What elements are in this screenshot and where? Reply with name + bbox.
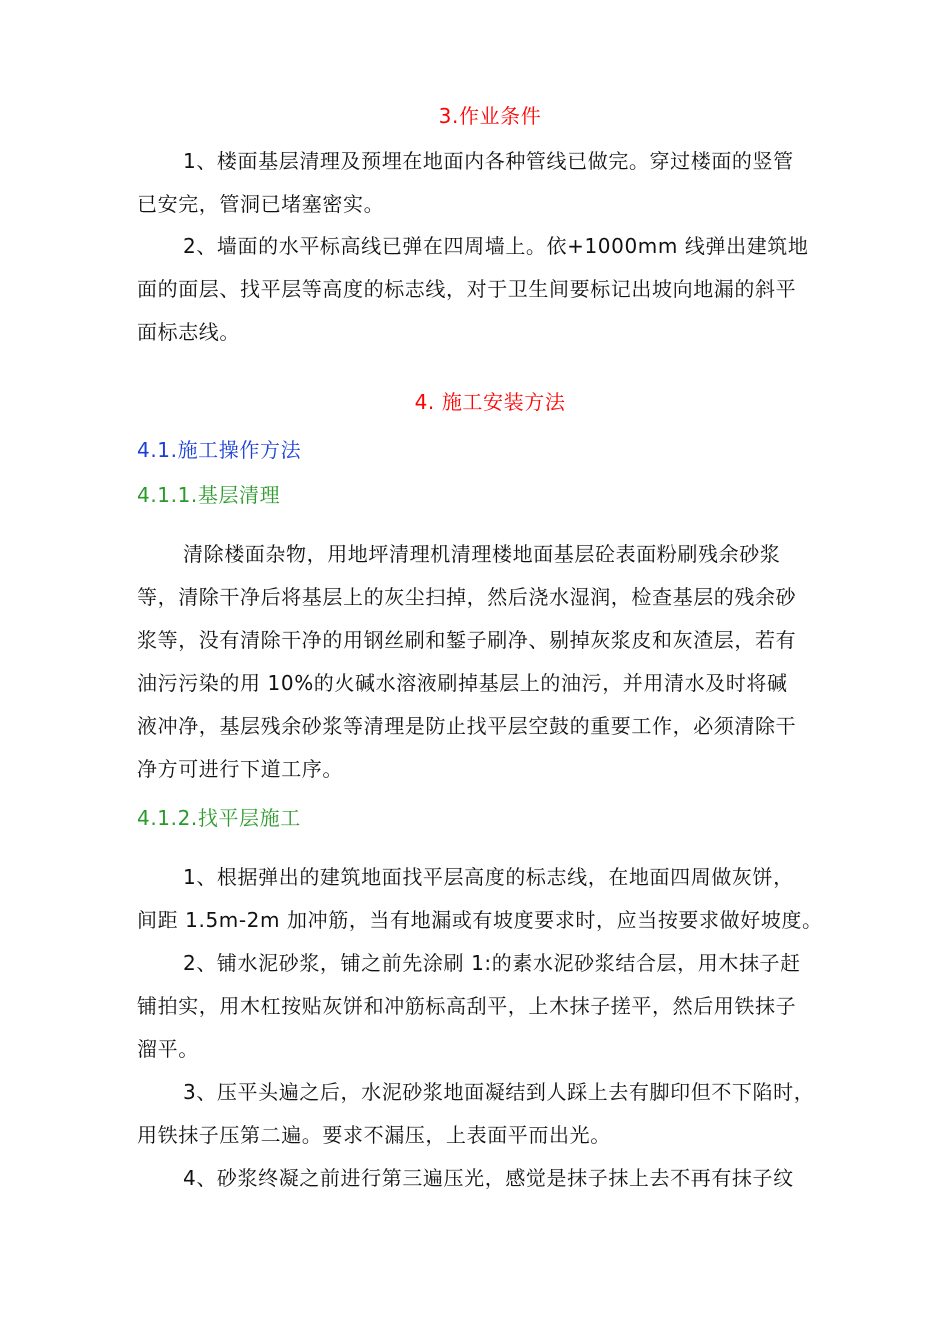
paragraph-line: 浆等，没有清除干净的用钢丝刷和錾子刷净、剔掉灰浆皮和灰渣层，若有 [137,628,797,652]
subsection-4-1-1-heading: 4.1.1.基层清理 [137,483,281,507]
paragraph-line: 液冲净，基层残余砂浆等清理是防止找平层空鼓的重要工作，必须清除干 [137,714,797,738]
paragraph-line: 1、楼面基层清理及预埋在地面内各种管线已做完。穿过楼面的竖管 [183,149,794,173]
paragraph-line: 用铁抹子压第二遍。要求不漏压，上表面平而出光。 [137,1123,611,1147]
paragraph-line: 等，清除干净后将基层上的灰尘扫掉，然后浇水湿润，检查基层的残余砂 [137,585,797,609]
paragraph-line: 清除楼面杂物，用地坪清理机清理楼地面基层砼表面粉刷残余砂浆 [183,542,781,566]
paragraph-line: 面的面层、找平层等高度的标志线，对于卫生间要标记出坡向地漏的斜平 [137,277,797,301]
subsection-4-1-heading: 4.1.施工操作方法 [137,438,302,462]
paragraph-line: 3、压平头遍之后，水泥砂浆地面凝结到人踩上去有脚印但不下陷时， [183,1080,815,1104]
paragraph-line: 已安完，管洞已堵塞密实。 [137,192,385,216]
paragraph-line: 1、根据弹出的建筑地面找平层高度的标志线，在地面四周做灰饼， [183,865,794,889]
section-4-heading: 4. 施工安装方法 [414,390,566,414]
paragraph-line: 2、墙面的水平标高线已弹在四周墙上。依+1000mm 线弹出建筑地 [183,234,809,258]
paragraph-line: 溜平。 [137,1037,199,1061]
paragraph-line: 净方可进行下道工序。 [137,757,343,781]
paragraph-line: 油污污染的用 10%的火碱水溶液刷掉基层上的油污，并用清水及时将碱 [137,671,788,695]
paragraph-line: 铺拍实，用木杠按贴灰饼和冲筋标高刮平，上木抹子搓平，然后用铁抹子 [137,994,797,1018]
paragraph-line: 面标志线。 [137,320,240,344]
paragraph-line: 间距 1.5m-2m 加冲筋，当有地漏或有坡度要求时，应当按要求做好坡度。 [137,908,823,932]
subsection-4-1-2-heading: 4.1.2.找平层施工 [137,806,301,830]
paragraph-line: 4、砂浆终凝之前进行第三遍压光，感觉是抹子抹上去不再有抹子纹 [183,1166,794,1190]
section-3-heading: 3.作业条件 [438,104,542,128]
paragraph-line: 2、铺水泥砂浆，铺之前先涂刷 1:的素水泥砂浆结合层，用木抹子赶 [183,951,801,975]
